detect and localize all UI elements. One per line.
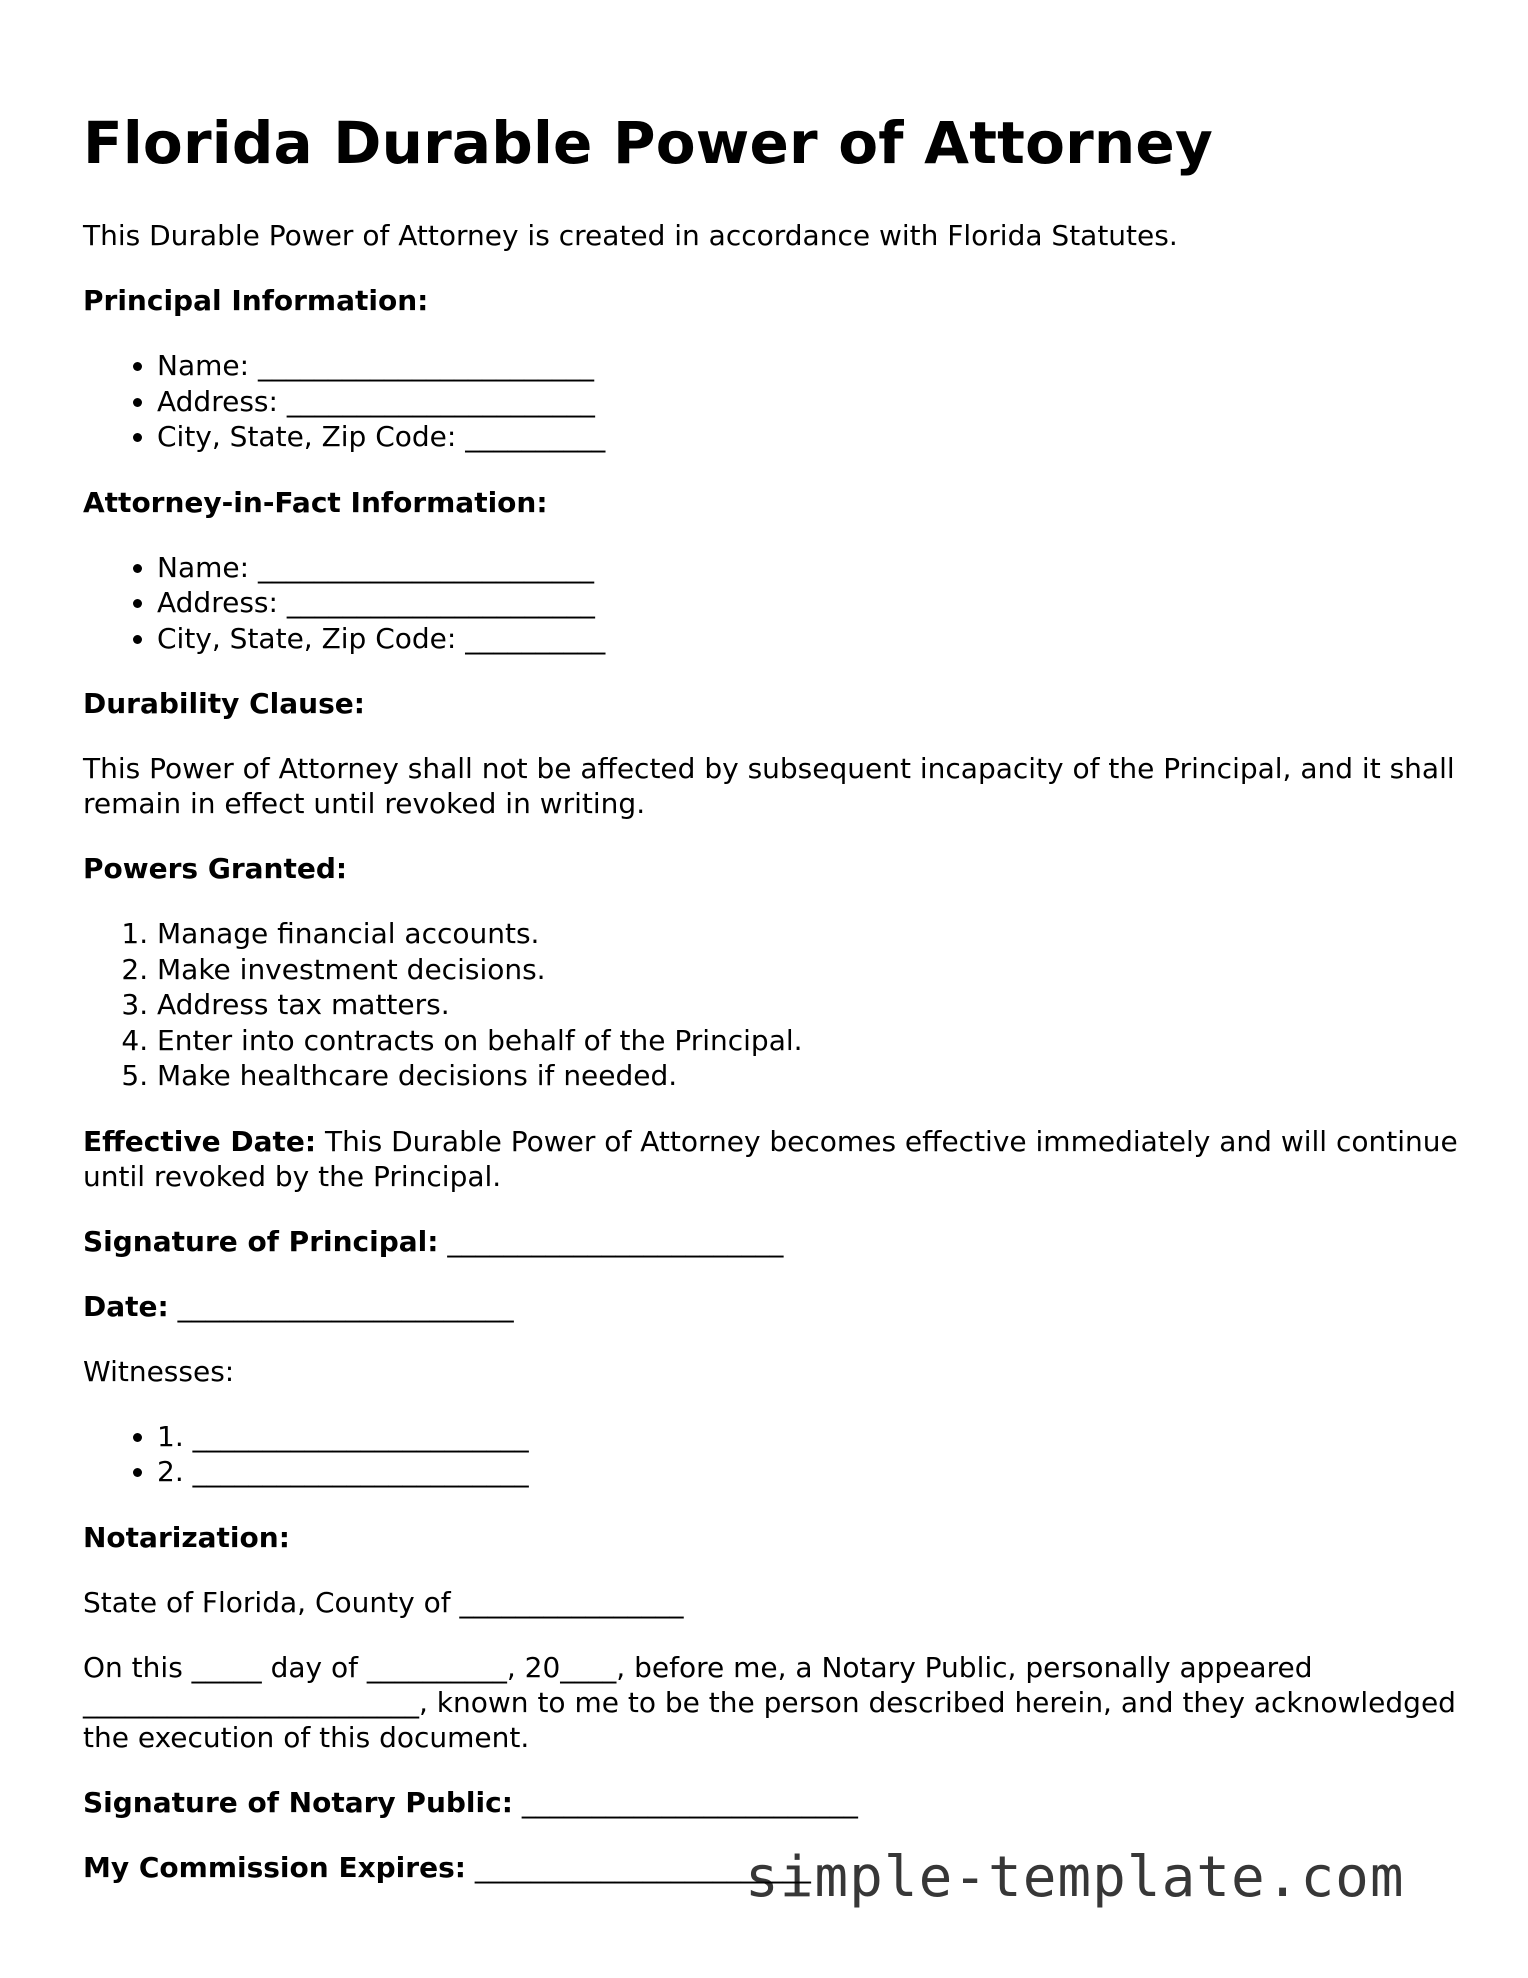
- principal-heading: Principal Information:: [83, 284, 429, 317]
- notarization-text: On this _____ day of __________, 20____, before me, a Notary Public, personally appeared ________________________, known to me to be the person described herein, and they acknowledged the execution of this document.: [83, 1650, 1456, 1754]
- notary-signature-label: Signature of Notary Public:: [83, 1785, 513, 1819]
- witnesses-label: Witnesses:: [83, 1354, 235, 1388]
- date-blank: ________________________: [168, 1289, 514, 1323]
- durability-text: This Power of Attorney shall not be affected by subsequent incapacity of the Principal, and it shall remain in effect until revoked in writing.: [83, 752, 1455, 820]
- principal-signature-label: Signature of Principal:: [83, 1224, 439, 1258]
- principal-signature-blank: ________________________: [438, 1224, 784, 1258]
- attorney-name-field: • Name: ________________________: [157, 550, 1463, 586]
- power-item: 3. Address tax matters.: [157, 987, 1463, 1023]
- intro-paragraph: This Durable Power of Attorney is created in accordance with Florida Statutes.: [83, 219, 1178, 252]
- commission-blank: ________________________: [465, 1850, 811, 1884]
- attorney-city-field: • City, State, Zip Code: __________: [157, 621, 1463, 657]
- witnesses-list: [83, 1419, 1463, 1490]
- power-item: 4. Enter into contracts on behalf of the Principal.: [157, 1023, 1463, 1059]
- principal-name-field: • Name: ________________________: [157, 348, 1463, 384]
- attorney-list: [83, 550, 1463, 657]
- power-item: 2. Make investment decisions.: [157, 952, 1463, 988]
- powers-heading: Powers Granted:: [83, 852, 348, 885]
- power-item: 5. Make healthcare decisions if needed.: [157, 1058, 1463, 1094]
- durability-heading: Durability Clause:: [83, 687, 365, 720]
- notarization-county: State of Florida, County of ________________: [83, 1585, 684, 1619]
- principal-city-field: • City, State, Zip Code: __________: [157, 419, 1463, 455]
- notary-signature-line: [83, 1785, 1463, 1820]
- document-page: [83, 0, 1463, 1885]
- witness-line: • 2. ________________________: [157, 1454, 1463, 1490]
- effective-date-label: Effective Date:: [83, 1124, 317, 1158]
- watermark-logo: simple-template.com: [745, 1845, 1405, 1910]
- notary-signature-blank: ________________________: [512, 1785, 858, 1819]
- commission-label: My Commission Expires:: [83, 1850, 466, 1884]
- attorney-address-field: • Address: ______________________: [157, 585, 1463, 621]
- page-title: Florida Durable Power of Attorney: [83, 109, 1213, 177]
- power-item: 1. Manage financial accounts.: [157, 916, 1463, 952]
- principal-list: [83, 348, 1463, 455]
- principal-signature-line: [83, 1224, 1463, 1259]
- effective-date-paragraph: [83, 1124, 1463, 1194]
- principal-address-field: • Address: ______________________: [157, 384, 1463, 420]
- witness-line: • 1. ________________________: [157, 1419, 1463, 1455]
- effective-date-text: This Durable Power of Attorney becomes effective immediately and will continue until revoked by the Principal.: [83, 1124, 1458, 1193]
- date-line: [83, 1289, 1463, 1324]
- date-label: Date:: [83, 1289, 169, 1323]
- notarization-heading: Notarization:: [83, 1520, 290, 1554]
- powers-list: [83, 916, 1463, 1094]
- attorney-heading: Attorney-in-Fact Information:: [83, 485, 548, 519]
